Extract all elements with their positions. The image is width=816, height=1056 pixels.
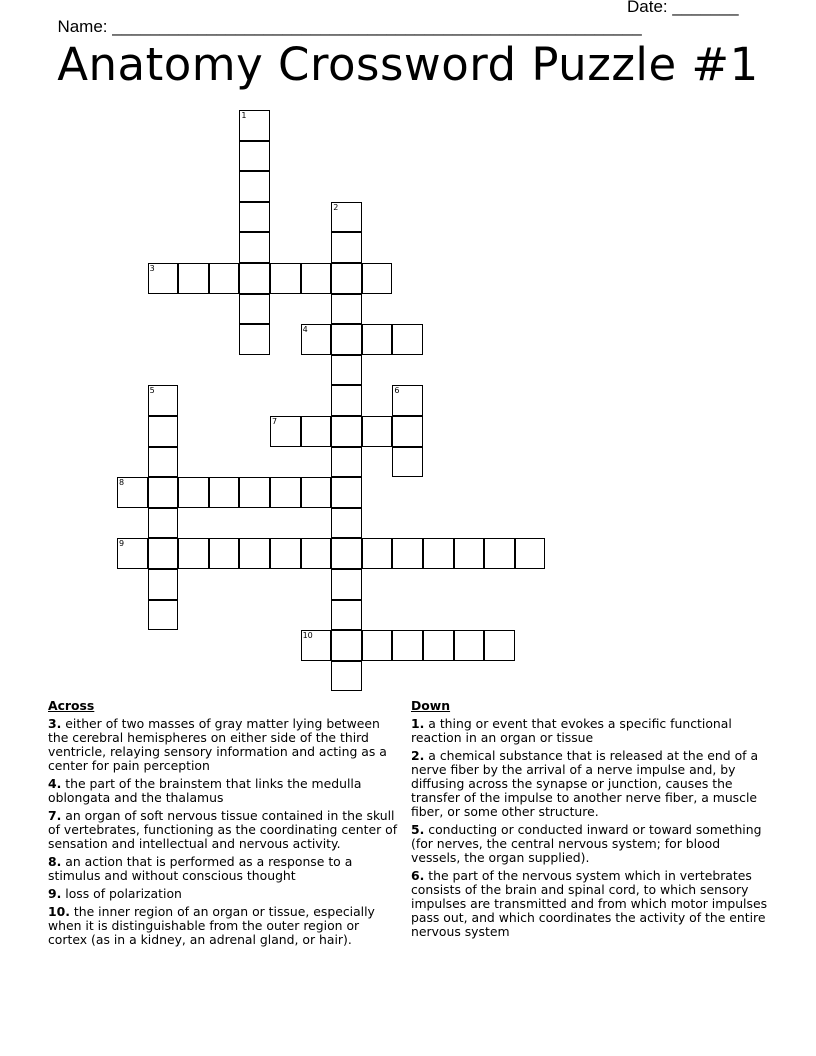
crossword-cell[interactable] — [454, 538, 485, 569]
clue-text: a thing or event that evokes a specific functional reaction in an organ or tissue — [411, 716, 732, 745]
clue-text: conducting or conducted inward or toward something (for nerves, the central nervous system; for blood vessels, the organ supplied). — [411, 822, 762, 865]
clue-number: 6 — [394, 386, 400, 396]
clue-text: a chemical substance that is released at the end of a nerve fiber by the arrival of a nerve impulse and, by diffusing across the synapse or junction, causes the transfer of the impulse to another nerve fiber, a muscle fiber, or some other structure. — [411, 748, 759, 819]
across-clue — [48, 777, 400, 805]
crossword-cell[interactable] — [301, 324, 332, 355]
clue-text: the part of the nervous system which in vertebrates consists of the brain and spinal cord, to which sensory impulses are transmitted and from which motor impulses pass out, and which coordinates the activity of the entire nervous system — [411, 868, 768, 939]
crossword-cell[interactable] — [331, 447, 362, 478]
down-clues — [411, 699, 773, 943]
crossword-cell[interactable] — [239, 324, 270, 355]
clue-number: 1 — [241, 111, 247, 120]
crossword-cell[interactable] — [484, 630, 515, 661]
crossword-cell[interactable] — [239, 294, 270, 325]
crossword-cell[interactable] — [331, 661, 362, 692]
crossword-cell[interactable] — [331, 294, 362, 325]
crossword-cell[interactable] — [301, 630, 332, 661]
crossword-cell[interactable] — [239, 477, 270, 508]
crossword-cell[interactable] — [392, 538, 423, 569]
clue-number: 8 — [119, 478, 125, 488]
clue-text: loss of polarization — [61, 886, 182, 901]
clue-number: 3. — [48, 716, 62, 731]
down-clue — [411, 869, 773, 939]
crossword-cell[interactable] — [239, 232, 270, 263]
clue-text: an action that is performed as a response to a stimulus and without conscious thought — [48, 854, 353, 883]
crossword-cell[interactable] — [148, 508, 179, 539]
crossword-cell[interactable] — [270, 477, 301, 508]
clue-text: the part of the brainstem that links the medulla oblongata and the thalamus — [48, 776, 362, 805]
crossword-cell[interactable] — [239, 110, 270, 141]
crossword-cell[interactable] — [148, 600, 179, 631]
clue-number: 8. — [48, 854, 62, 869]
crossword-cell[interactable] — [148, 416, 179, 447]
crossword-cell[interactable] — [209, 263, 240, 294]
crossword-cell[interactable] — [331, 385, 362, 416]
crossword-cell[interactable] — [148, 385, 179, 416]
crossword-cell[interactable] — [423, 630, 454, 661]
down-clue-list — [411, 717, 773, 939]
clue-text: either of two masses of gray matter lying between the cerebral hemispheres on either side of the third ventricle, relaying sensory information and acting as a center for pain perception — [48, 716, 387, 773]
crossword-cell[interactable] — [178, 263, 209, 294]
crossword-cell[interactable] — [239, 202, 270, 233]
crossword-cell[interactable] — [331, 416, 362, 447]
down-clue — [411, 749, 773, 819]
clue-number: 10 — [302, 631, 313, 641]
crossword-cell[interactable] — [331, 202, 362, 233]
clue-number: 2. — [411, 748, 425, 763]
crossword-cell[interactable] — [362, 324, 393, 355]
crossword-cell[interactable] — [392, 630, 423, 661]
clue-number: 4 — [302, 325, 308, 335]
crossword-cell[interactable] — [331, 508, 362, 539]
crossword-cell[interactable] — [423, 538, 454, 569]
crossword-cell[interactable] — [270, 538, 301, 569]
crossword-cell[interactable] — [209, 477, 240, 508]
crossword-cell[interactable] — [117, 538, 148, 569]
crossword-cell[interactable] — [331, 600, 362, 631]
clue-text: the inner region of an organ or tissue, especially when it is distinguishable from the outer region or cortex (as in a kidney, an adrenal gland, or hair). — [48, 904, 375, 947]
crossword-cell[interactable] — [331, 232, 362, 263]
crossword-cell[interactable] — [331, 569, 362, 600]
crossword-cell[interactable] — [270, 263, 301, 294]
crossword-cell[interactable] — [392, 447, 423, 478]
crossword-cell[interactable] — [362, 263, 393, 294]
across-clues — [48, 699, 400, 951]
clue-number: 7 — [272, 417, 278, 426]
down-clue — [411, 717, 773, 745]
crossword-cell[interactable] — [484, 538, 515, 569]
across-clue — [48, 809, 400, 851]
crossword-cell[interactable] — [148, 263, 179, 294]
across-clue — [48, 855, 400, 883]
crossword-cell[interactable] — [331, 355, 362, 386]
crossword-cell[interactable] — [148, 569, 179, 600]
crossword-cell[interactable] — [148, 447, 179, 478]
crossword-cell[interactable] — [270, 416, 301, 447]
crossword-cell[interactable] — [239, 538, 270, 569]
across-heading: Across — [48, 698, 95, 713]
crossword-cell[interactable] — [392, 416, 423, 447]
clue-number: 3 — [149, 264, 155, 273]
crossword-cell[interactable] — [301, 263, 332, 294]
crossword-cell[interactable] — [209, 538, 240, 569]
crossword-cell[interactable] — [148, 538, 179, 569]
across-clue-list — [48, 717, 400, 947]
clue-number: 5 — [149, 386, 155, 396]
crossword-cell[interactable] — [239, 141, 270, 172]
crossword-cell[interactable] — [362, 416, 393, 447]
date-field[interactable]: Date: _______ — [627, 0, 739, 16]
crossword-cell[interactable] — [392, 385, 423, 416]
header-line — [48, 0, 748, 36]
crossword-cell[interactable] — [362, 538, 393, 569]
crossword-cell[interactable] — [331, 263, 362, 294]
crossword-cell[interactable] — [301, 538, 332, 569]
crossword-cell[interactable] — [331, 538, 362, 569]
crossword-cell[interactable] — [239, 171, 270, 202]
clue-number: 4. — [48, 776, 62, 791]
crossword-cell[interactable] — [148, 477, 179, 508]
crossword-cell[interactable] — [331, 324, 362, 355]
clue-number: 9. — [48, 886, 62, 901]
clue-number: 7. — [48, 808, 62, 823]
clue-text: an organ of soft nervous tissue contained in the skull of vertebrates, functioning as the coordinating center of sensation and intellectual and nervous activity. — [48, 808, 398, 851]
crossword-cell[interactable] — [331, 477, 362, 508]
across-clue — [48, 887, 400, 901]
crossword-cell[interactable] — [301, 477, 332, 508]
clue-number: 6. — [411, 868, 425, 883]
down-heading: Down — [411, 698, 451, 713]
page-title: Anatomy Crossword Puzzle #1 — [57, 38, 759, 91]
across-clue — [48, 717, 400, 773]
down-clue — [411, 823, 773, 865]
crossword-cell[interactable] — [239, 263, 270, 294]
crossword-cell[interactable] — [331, 630, 362, 661]
crossword-cell[interactable] — [178, 538, 209, 569]
clue-number: 5. — [411, 822, 425, 837]
clue-number: 1. — [411, 716, 425, 731]
name-field[interactable]: Name: ________________________________________________________ — [57, 17, 642, 36]
crossword-cell[interactable] — [178, 477, 209, 508]
clue-number: 10. — [48, 904, 70, 919]
crossword-cell[interactable] — [454, 630, 485, 661]
across-clue — [48, 905, 400, 947]
crossword-cell[interactable] — [362, 630, 393, 661]
clue-number: 2 — [333, 202, 339, 212]
crossword-cell[interactable] — [301, 416, 332, 447]
crossword-cell[interactable] — [117, 477, 148, 508]
crossword-cell[interactable] — [515, 538, 546, 569]
crossword-cell[interactable] — [392, 324, 423, 355]
clue-number: 9 — [119, 539, 125, 549]
